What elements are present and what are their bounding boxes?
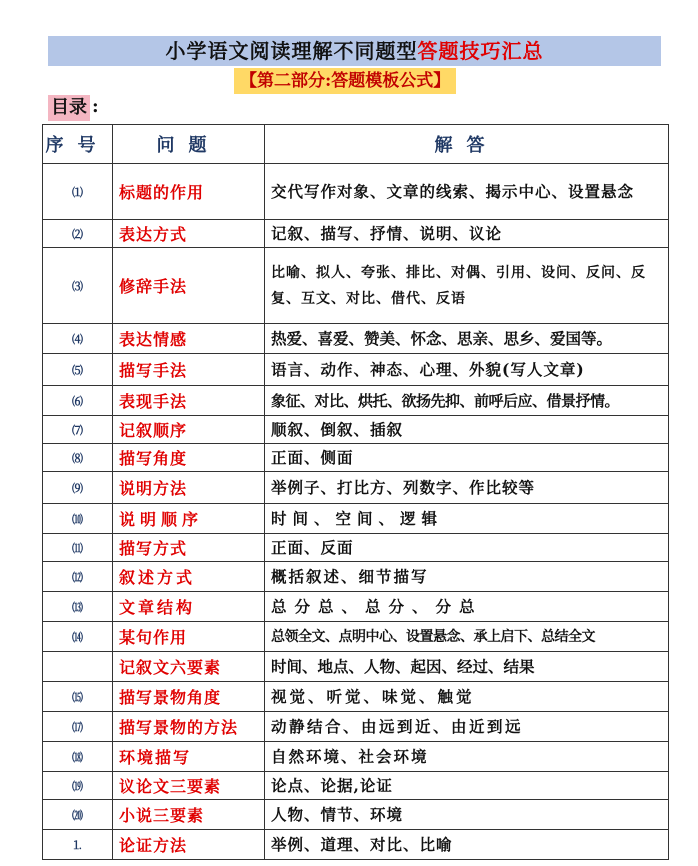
table-row: [43, 830, 669, 860]
table-row: [43, 742, 669, 772]
row-number: ⒈: [43, 830, 113, 860]
row-answer: 动静结合、由远到近、由近到远: [265, 712, 669, 742]
table-row: [43, 800, 669, 830]
table-row: [43, 444, 669, 472]
row-number: ⑹: [43, 386, 113, 416]
row-question: 小说三要素: [113, 800, 265, 830]
row-question: 描写景物的方法: [113, 712, 265, 742]
row-number: ⑶: [43, 248, 113, 324]
row-number: ⑻: [43, 444, 113, 472]
row-number: ⒆: [43, 772, 113, 800]
row-number: ⑼: [43, 472, 113, 504]
row-answer: 人物、情节、环境: [265, 800, 669, 830]
row-number: ⑴: [43, 164, 113, 220]
row-answer: 总领全文、点明中心、设置悬念、承上启下、总结全文: [265, 622, 669, 652]
row-number: ⒇: [43, 800, 113, 830]
header-question: 问题: [113, 125, 265, 164]
row-number: ⑵: [43, 220, 113, 248]
row-question: 表达情感: [113, 324, 265, 354]
table-row: [43, 220, 669, 248]
table-row: [43, 534, 669, 562]
row-answer: 比喻、拟人、夸张、排比、对偶、引用、设问、反问、反复、互文、对比、借代、反语: [265, 248, 669, 324]
table-row: [43, 652, 669, 682]
row-number: [43, 652, 113, 682]
title-highlight: 答题技巧汇总: [417, 39, 544, 63]
row-question: 论证方法: [113, 830, 265, 860]
row-answer: 概括叙述、细节描写: [265, 562, 669, 592]
table-row: [43, 324, 669, 354]
row-answer: 正面、侧面: [265, 444, 669, 472]
header-number: 序号: [43, 125, 113, 164]
row-answer: 顺叙、倒叙、插叙: [265, 416, 669, 444]
row-question: 描写手法: [113, 354, 265, 386]
row-question: 描写方式: [113, 534, 265, 562]
row-answer: 语言、动作、神态、心理、外貌(写人文章): [265, 354, 669, 386]
header-answer: 解答: [265, 125, 669, 164]
row-number: ⑷: [43, 324, 113, 354]
table-row: [43, 622, 669, 652]
row-answer: 记叙、描写、抒情、说明、议论: [265, 220, 669, 248]
row-answer: 象征、对比、烘托、欲扬先抑、前呼后应、借景抒情。: [265, 386, 669, 416]
subtitle: 【第二部分:答题模板公式】: [234, 68, 456, 94]
row-answer: 论点、论据,论证: [265, 772, 669, 800]
row-question: 文章结构: [113, 592, 265, 622]
row-number: ⒁: [43, 622, 113, 652]
table-row: [43, 562, 669, 592]
page-title: [48, 36, 661, 66]
row-question: 描写角度: [113, 444, 265, 472]
row-answer: 视觉、听觉、味觉、触觉: [265, 682, 669, 712]
table-row: [43, 164, 669, 220]
row-question: 说明方法: [113, 472, 265, 504]
row-answer: 正面、反面: [265, 534, 669, 562]
row-number: ⒀: [43, 592, 113, 622]
row-answer: 热爱、喜爱、赞美、怀念、思亲、思乡、爱国等。: [265, 324, 669, 354]
row-number: ⒂: [43, 682, 113, 712]
table-row: [43, 472, 669, 504]
row-number: ⑾: [43, 534, 113, 562]
row-number: ⑸: [43, 354, 113, 386]
answer-template-table: [42, 124, 669, 860]
row-question: 记叙文六要素: [113, 652, 265, 682]
row-question: 记叙顺序: [113, 416, 265, 444]
row-question: 议论文三要素: [113, 772, 265, 800]
row-question: 叙述方式: [113, 562, 265, 592]
row-number: ⑽: [43, 504, 113, 534]
table-row: [43, 416, 669, 444]
row-question: 环境描写: [113, 742, 265, 772]
row-answer: 总分总、总分、分总: [265, 592, 669, 622]
row-answer: 举例、道理、对比、比喻: [265, 830, 669, 860]
toc-label: 目录: [48, 95, 90, 121]
row-question: 修辞手法: [113, 248, 265, 324]
table-row: [43, 354, 669, 386]
table-row: [43, 712, 669, 742]
table-row: [43, 386, 669, 416]
row-answer: 举例子、打比方、列数字、作比较等: [265, 472, 669, 504]
table-row: [43, 682, 669, 712]
row-answer: 时间、空间、逻辑: [265, 504, 669, 534]
row-question: 标题的作用: [113, 164, 265, 220]
table-row: [43, 592, 669, 622]
row-question: 描写景物角度: [113, 682, 265, 712]
table-row: [43, 504, 669, 534]
table-row: [43, 772, 669, 800]
table-row: [43, 248, 669, 324]
row-number: ⑺: [43, 416, 113, 444]
row-answer: 交代写作对象、文章的线索、揭示中心、设置悬念: [265, 164, 669, 220]
toc-colon: :: [92, 96, 99, 117]
row-question: 表现手法: [113, 386, 265, 416]
table-header-row: [43, 125, 669, 164]
row-answer: 自然环境、社会环境: [265, 742, 669, 772]
row-number: ⑿: [43, 562, 113, 592]
row-question: 表达方式: [113, 220, 265, 248]
row-number: ⒅: [43, 742, 113, 772]
title-main: 小学语文阅读理解不同题型: [165, 39, 418, 63]
row-question: 说明顺序: [113, 504, 265, 534]
row-number: ⒄: [43, 712, 113, 742]
row-answer: 时间、地点、人物、起因、经过、结果: [265, 652, 669, 682]
row-question: 某句作用: [113, 622, 265, 652]
